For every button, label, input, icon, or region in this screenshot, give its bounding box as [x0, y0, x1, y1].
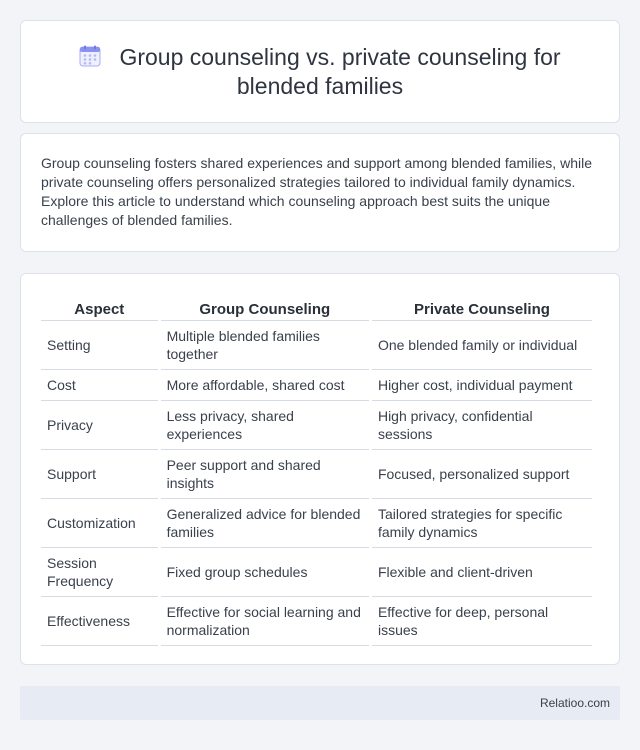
row-private: Higher cost, individual payment [372, 370, 592, 401]
row-group: Generalized advice for blended families [161, 499, 369, 548]
row-aspect: Privacy [41, 401, 158, 450]
header-private-counseling: Private Counseling [372, 296, 592, 321]
title-card [20, 20, 620, 123]
intro-paragraph: Group counseling fosters shared experiences and support among blended families, while private counseling offers personalized strategies tailored to individual family dynamics. Explore this article to understand which counseling approach best suits the unique challenges of blended families. [41, 155, 592, 228]
row-private: Flexible and client-driven [372, 548, 592, 597]
row-private: Tailored strategies for specific family dynamics [372, 499, 592, 548]
table-row [41, 401, 592, 450]
row-group: Less privacy, shared experiences [161, 401, 369, 450]
row-group: More affordable, shared cost [161, 370, 369, 401]
header-aspect: Aspect [41, 296, 158, 321]
row-group: Fixed group schedules [161, 548, 369, 597]
row-aspect: Setting [41, 321, 158, 370]
page-title: Group counseling vs. private counseling for blended families [119, 44, 561, 99]
table-row [41, 548, 592, 597]
table-row [41, 597, 592, 646]
row-private: High privacy, confidential sessions [372, 401, 592, 450]
footer-brand-link[interactable]: Relatioo.com [539, 696, 610, 710]
calendar-icon [79, 45, 101, 67]
row-group: Multiple blended families together [161, 321, 369, 370]
row-aspect: Customization [41, 499, 158, 548]
row-private: One blended family or individual [372, 321, 592, 370]
row-aspect: Support [41, 450, 158, 499]
comparison-table [38, 296, 595, 646]
table-row [41, 370, 592, 401]
footer-bar [20, 686, 620, 720]
table-row [41, 450, 592, 499]
comparison-card [20, 273, 620, 665]
page-title-wrap [21, 43, 619, 101]
row-aspect: Effectiveness [41, 597, 158, 646]
row-group: Peer support and shared insights [161, 450, 369, 499]
table-row [41, 499, 592, 548]
row-group: Effective for social learning and normalization [161, 597, 369, 646]
row-aspect: Session Frequency [41, 548, 158, 597]
table-row [41, 321, 592, 370]
row-private: Effective for deep, personal issues [372, 597, 592, 646]
intro-card [20, 133, 620, 252]
table-header-row [41, 296, 592, 321]
row-aspect: Cost [41, 370, 158, 401]
row-private: Focused, personalized support [372, 450, 592, 499]
header-group-counseling: Group Counseling [161, 296, 369, 321]
